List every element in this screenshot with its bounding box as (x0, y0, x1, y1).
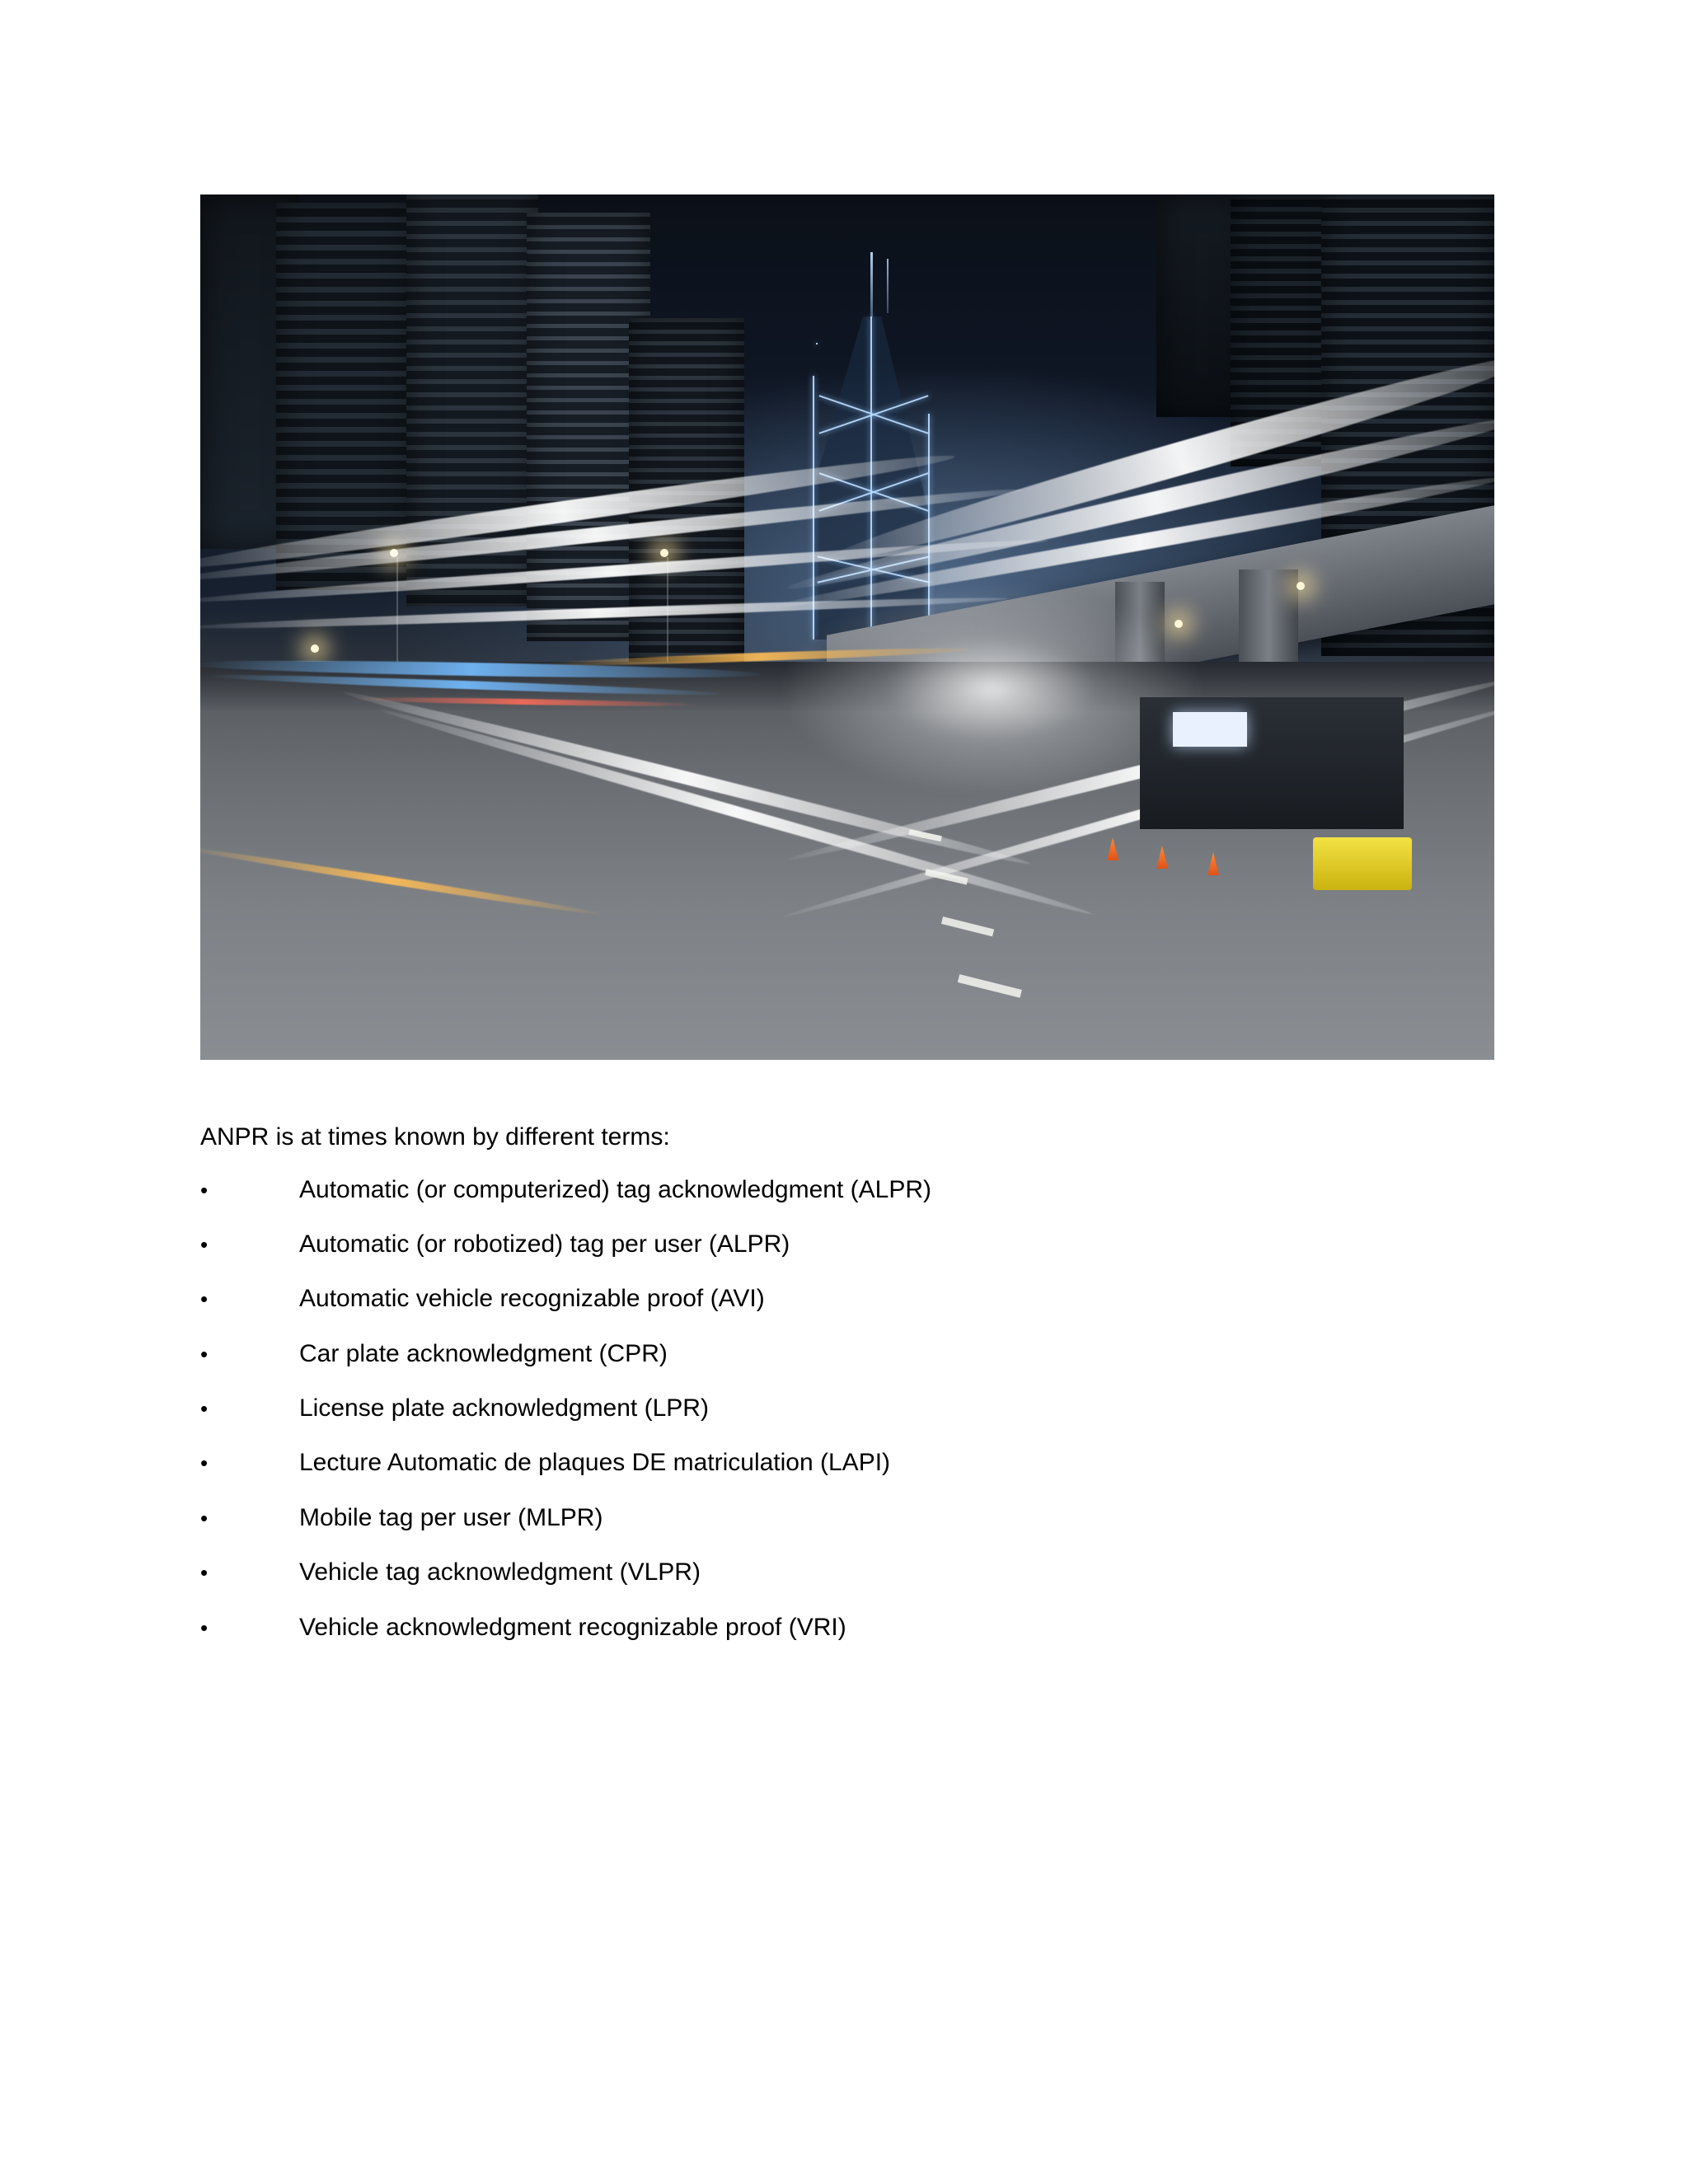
road-barrier (1313, 837, 1412, 890)
term-label: Car plate acknowledgment (CPR) (299, 1339, 668, 1367)
bullet-icon: • (200, 1286, 209, 1312)
term-label: Vehicle tag acknowledgment (VLPR) (299, 1558, 701, 1586)
lead-paragraph: ANPR is at times known by different terms: (200, 1123, 670, 1151)
term-label: License plate acknowledgment (LPR) (299, 1394, 709, 1422)
bullet-icon: • (200, 1341, 209, 1366)
list-item (200, 1283, 1494, 1315)
list-item (200, 1229, 1494, 1260)
bullet-icon: • (200, 1177, 209, 1202)
hero-image (200, 194, 1494, 1060)
document-content (200, 194, 1494, 1666)
bullet-icon: • (200, 1451, 209, 1476)
term-label: Automatic (or computerized) tag acknowledgment (ALPR) (299, 1175, 931, 1203)
street-lamp-2 (660, 549, 668, 557)
street-lamp-3 (311, 644, 319, 653)
night-city-photo (200, 194, 1494, 1060)
list-item (200, 1174, 1494, 1206)
term-label: Automatic (or robotized) tag per user (ALPR) (299, 1230, 790, 1258)
list-item (200, 1557, 1494, 1588)
term-label: Lecture Automatic de plaques DE matriculation (LAPI) (299, 1449, 891, 1477)
tower-spire-left (870, 252, 873, 318)
list-item (200, 1447, 1494, 1479)
term-label: Mobile tag per user (MLPR) (299, 1503, 603, 1531)
bullet-icon: • (200, 1560, 209, 1586)
list-item (200, 1393, 1494, 1424)
article-body (200, 1121, 1494, 1643)
list-item (200, 1612, 1494, 1643)
bullet-icon: • (200, 1396, 209, 1422)
tower-tip (816, 343, 818, 344)
street-lamp-5 (1296, 582, 1305, 590)
roadside-display-screen (1173, 712, 1247, 747)
bullet-icon: • (200, 1615, 209, 1640)
list-item (200, 1338, 1494, 1370)
bullet-icon: • (200, 1505, 209, 1530)
term-label: Vehicle acknowledgment recognizable proof (VRI) (299, 1613, 846, 1641)
tower-spire-right (887, 259, 889, 313)
term-label: Automatic vehicle recognizable proof (AVI) (299, 1285, 765, 1313)
list-item (200, 1502, 1494, 1534)
terms-list (200, 1174, 1494, 1644)
bullet-icon: • (200, 1231, 209, 1257)
